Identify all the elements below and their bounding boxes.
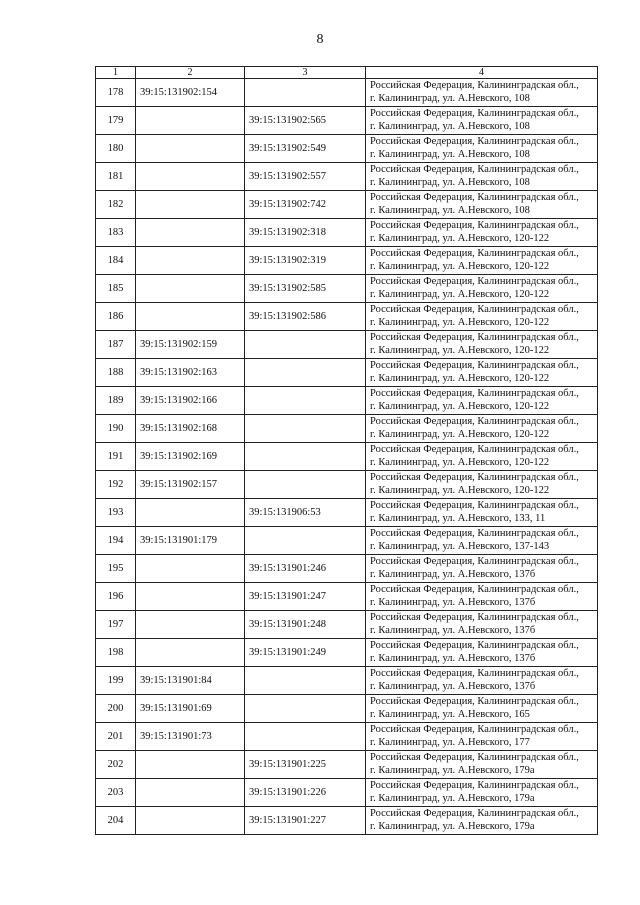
cadastral-number-cell: 39:15:131902:549 xyxy=(245,135,366,163)
cadastral-number-cell: 39:15:131901:179 xyxy=(136,527,245,555)
table-row xyxy=(96,387,598,415)
table-row xyxy=(96,751,598,779)
address-cell xyxy=(366,275,598,303)
cadastral-number-cell: 39:15:131902:168 xyxy=(136,415,245,443)
address-cell xyxy=(366,527,598,555)
address-line-2: г. Калининград, ул. А.Невского, 120-122 xyxy=(370,316,550,328)
address-line-2: г. Калининград, ул. А.Невского, 120-122 xyxy=(370,484,550,496)
column-header-4: 4 xyxy=(366,67,598,79)
row-number-cell: 184 xyxy=(96,247,136,275)
address-cell xyxy=(366,163,598,191)
cadastral-number-cell: 39:15:131902:742 xyxy=(245,191,366,219)
row-number-cell: 188 xyxy=(96,359,136,387)
row-number-cell: 202 xyxy=(96,751,136,779)
table-row xyxy=(96,667,598,695)
table-row xyxy=(96,779,598,807)
address-line-1: Российская Федерация, Калининградская обл., xyxy=(370,500,579,511)
row-number-cell: 199 xyxy=(96,667,136,695)
cadastral-number-cell: 39:15:131902:318 xyxy=(245,219,366,247)
cadastral-number-cell xyxy=(245,723,366,751)
address-line-1: Российская Федерация, Калининградская обл., xyxy=(370,724,579,735)
address-line-1: Российская Федерация, Калининградская обл., xyxy=(370,612,579,623)
cadastral-number-cell: 39:15:131902:557 xyxy=(245,163,366,191)
address-cell xyxy=(366,667,598,695)
cadastral-number-cell: 39:15:131902:159 xyxy=(136,331,245,359)
table-row xyxy=(96,191,598,219)
cadastral-number-cell xyxy=(245,415,366,443)
address-cell xyxy=(366,247,598,275)
row-number-cell: 187 xyxy=(96,331,136,359)
address-line-1: Российская Федерация, Калининградская обл., xyxy=(370,416,579,427)
row-number-cell: 196 xyxy=(96,583,136,611)
row-number-cell: 185 xyxy=(96,275,136,303)
table-row xyxy=(96,499,598,527)
table-row xyxy=(96,583,598,611)
cadastral-number-cell: 39:15:131902:585 xyxy=(245,275,366,303)
cadastral-number-cell: 39:15:131901:84 xyxy=(136,667,245,695)
cadastral-number-cell: 39:15:131901:69 xyxy=(136,695,245,723)
address-line-1: Российская Федерация, Калининградская обл., xyxy=(370,136,579,147)
address-line-1: Российская Федерация, Калининградская обл., xyxy=(370,668,579,679)
row-number-cell: 195 xyxy=(96,555,136,583)
address-line-2: г. Калининград, ул. А.Невского, 133, 11 xyxy=(370,512,546,524)
row-number-cell: 204 xyxy=(96,807,136,835)
cadastral-number-cell: 39:15:131901:248 xyxy=(245,611,366,639)
row-number-cell: 190 xyxy=(96,415,136,443)
row-number-cell: 180 xyxy=(96,135,136,163)
address-line-2: г. Калининград, ул. А.Невского, 108 xyxy=(370,92,530,104)
cadastral-number-cell xyxy=(136,751,245,779)
cadastral-number-cell xyxy=(136,247,245,275)
address-line-2: г. Калининград, ул. А.Невского, 120-122 xyxy=(370,288,550,300)
cadastral-number-cell xyxy=(136,779,245,807)
row-number-cell: 200 xyxy=(96,695,136,723)
address-line-1: Российская Федерация, Калининградская обл., xyxy=(370,304,579,315)
cadastral-number-cell xyxy=(136,303,245,331)
address-cell xyxy=(366,443,598,471)
row-number-cell: 178 xyxy=(96,79,136,107)
table-row xyxy=(96,639,598,667)
address-cell xyxy=(366,79,598,107)
address-cell xyxy=(366,751,598,779)
address-line-1: Российская Федерация, Калининградская обл., xyxy=(370,108,579,119)
table-row xyxy=(96,611,598,639)
address-cell xyxy=(366,415,598,443)
cadastral-number-cell xyxy=(245,387,366,415)
address-cell xyxy=(366,555,598,583)
address-line-2: г. Калининград, ул. А.Невского, 137б xyxy=(370,680,536,692)
cadastral-number-cell xyxy=(136,499,245,527)
row-number-cell: 182 xyxy=(96,191,136,219)
table-row xyxy=(96,527,598,555)
cadastral-number-cell: 39:15:131902:166 xyxy=(136,387,245,415)
cadastral-number-cell xyxy=(136,107,245,135)
address-line-2: г. Калининград, ул. А.Невского, 179а xyxy=(370,820,535,832)
table-row xyxy=(96,107,598,135)
cadastral-number-cell xyxy=(245,331,366,359)
address-cell xyxy=(366,359,598,387)
cadastral-number-cell: 39:15:131906:53 xyxy=(245,499,366,527)
cadastral-number-cell: 39:15:131901:225 xyxy=(245,751,366,779)
address-line-2: г. Калининград, ул. А.Невского, 120-122 xyxy=(370,372,550,384)
table-row xyxy=(96,723,598,751)
cadastral-number-cell xyxy=(136,807,245,835)
address-line-1: Российская Федерация, Калининградская обл., xyxy=(370,444,579,455)
cadastral-number-cell: 39:15:131902:586 xyxy=(245,303,366,331)
address-cell xyxy=(366,471,598,499)
cadastral-number-cell xyxy=(136,191,245,219)
table-row xyxy=(96,555,598,583)
address-line-2: г. Калининград, ул. А.Невского, 120-122 xyxy=(370,400,550,412)
address-line-2: г. Калининград, ул. А.Невского, 108 xyxy=(370,148,530,160)
cadastral-number-cell: 39:15:131902:163 xyxy=(136,359,245,387)
cadastral-number-cell: 39:15:131902:319 xyxy=(245,247,366,275)
table-row xyxy=(96,443,598,471)
cadastral-number-cell: 39:15:131901:226 xyxy=(245,779,366,807)
table-row xyxy=(96,471,598,499)
address-line-1: Российская Федерация, Калининградская обл., xyxy=(370,752,579,763)
column-header-3: 3 xyxy=(245,67,366,79)
address-line-2: г. Калининград, ул. А.Невского, 137б xyxy=(370,568,536,580)
address-cell xyxy=(366,191,598,219)
row-number-cell: 186 xyxy=(96,303,136,331)
cadastral-number-cell: 39:15:131901:247 xyxy=(245,583,366,611)
cadastral-number-cell: 39:15:131901:246 xyxy=(245,555,366,583)
cadastral-number-cell xyxy=(245,667,366,695)
address-line-1: Российская Федерация, Калининградская обл., xyxy=(370,164,579,175)
cadastral-number-cell xyxy=(136,219,245,247)
cadastral-number-cell: 39:15:131902:169 xyxy=(136,443,245,471)
address-line-2: г. Калининград, ул. А.Невского, 179а xyxy=(370,764,535,776)
table-row xyxy=(96,275,598,303)
address-line-1: Российская Федерация, Калининградская обл., xyxy=(370,696,579,707)
table-row xyxy=(96,807,598,835)
row-number-cell: 183 xyxy=(96,219,136,247)
address-line-2: г. Калининград, ул. А.Невского, 108 xyxy=(370,176,530,188)
table-row xyxy=(96,163,598,191)
address-line-2: г. Калининград, ул. А.Невского, 137б xyxy=(370,624,536,636)
address-line-2: г. Калининград, ул. А.Невского, 137-143 xyxy=(370,540,550,552)
address-line-2: г. Калининград, ул. А.Невского, 177 xyxy=(370,736,530,748)
table-row xyxy=(96,331,598,359)
address-cell xyxy=(366,807,598,835)
address-cell xyxy=(366,723,598,751)
address-line-2: г. Калининград, ул. А.Невского, 120-122 xyxy=(370,456,550,468)
cadastral-number-cell xyxy=(136,275,245,303)
table-row xyxy=(96,79,598,107)
header-row xyxy=(96,67,598,79)
address-cell xyxy=(366,695,598,723)
row-number-cell: 197 xyxy=(96,611,136,639)
address-line-1: Российская Федерация, Калининградская обл., xyxy=(370,472,579,483)
table-row xyxy=(96,219,598,247)
address-line-2: г. Калининград, ул. А.Невского, 137б xyxy=(370,652,536,664)
cadastral-number-cell: 39:15:131901:227 xyxy=(245,807,366,835)
table-row xyxy=(96,415,598,443)
address-line-1: Российская Федерация, Калининградская обл., xyxy=(370,220,579,231)
cadastral-number-cell xyxy=(245,359,366,387)
row-number-cell: 193 xyxy=(96,499,136,527)
address-cell xyxy=(366,135,598,163)
address-cell xyxy=(366,107,598,135)
address-line-1: Российская Федерация, Калининградская обл., xyxy=(370,192,579,203)
address-line-2: г. Калининград, ул. А.Невского, 137б xyxy=(370,596,536,608)
cadastral-number-cell: 39:15:131902:154 xyxy=(136,79,245,107)
cadastral-number-cell: 39:15:131902:565 xyxy=(245,107,366,135)
address-line-2: г. Калининград, ул. А.Невского, 120-122 xyxy=(370,428,550,440)
address-cell xyxy=(366,779,598,807)
address-line-1: Российская Федерация, Калининградская обл., xyxy=(370,248,579,259)
address-line-1: Российская Федерация, Калининградская обл., xyxy=(370,556,579,567)
address-cell xyxy=(366,611,598,639)
row-number-cell: 179 xyxy=(96,107,136,135)
address-cell xyxy=(366,499,598,527)
row-number-cell: 181 xyxy=(96,163,136,191)
address-line-2: г. Калининград, ул. А.Невского, 179а xyxy=(370,792,535,804)
address-line-1: Российская Федерация, Калининградская обл., xyxy=(370,80,579,91)
cadastral-number-cell xyxy=(245,527,366,555)
address-line-2: г. Калининград, ул. А.Невского, 108 xyxy=(370,204,530,216)
address-line-1: Российская Федерация, Калининградская обл., xyxy=(370,640,579,651)
address-line-1: Российская Федерация, Калининградская обл., xyxy=(370,528,579,539)
registry-table xyxy=(95,66,598,835)
column-header-2: 2 xyxy=(136,67,245,79)
address-cell xyxy=(366,331,598,359)
cadastral-number-cell xyxy=(245,79,366,107)
cadastral-number-cell: 39:15:131902:157 xyxy=(136,471,245,499)
address-cell xyxy=(366,583,598,611)
address-line-1: Российская Федерация, Калининградская обл., xyxy=(370,332,579,343)
row-number-cell: 201 xyxy=(96,723,136,751)
address-line-1: Российская Федерация, Калининградская обл., xyxy=(370,808,579,819)
address-cell xyxy=(366,303,598,331)
table-row xyxy=(96,247,598,275)
cadastral-number-cell xyxy=(136,163,245,191)
address-cell xyxy=(366,387,598,415)
cadastral-number-cell: 39:15:131901:73 xyxy=(136,723,245,751)
address-line-1: Российская Федерация, Калининградская обл., xyxy=(370,276,579,287)
row-number-cell: 203 xyxy=(96,779,136,807)
cadastral-number-cell xyxy=(245,471,366,499)
table-row xyxy=(96,359,598,387)
page-number: 8 xyxy=(316,32,324,47)
address-cell xyxy=(366,639,598,667)
row-number-cell: 198 xyxy=(96,639,136,667)
row-number-cell: 192 xyxy=(96,471,136,499)
row-number-cell: 191 xyxy=(96,443,136,471)
cadastral-number-cell xyxy=(245,695,366,723)
row-number-cell: 189 xyxy=(96,387,136,415)
cadastral-number-cell xyxy=(136,611,245,639)
address-line-1: Российская Федерация, Калининградская обл., xyxy=(370,388,579,399)
column-header-1: 1 xyxy=(96,67,136,79)
address-line-1: Российская Федерация, Калининградская обл., xyxy=(370,780,579,791)
table-row xyxy=(96,303,598,331)
cadastral-number-cell xyxy=(136,135,245,163)
address-line-2: г. Калининград, ул. А.Невского, 120-122 xyxy=(370,344,550,356)
address-line-1: Российская Федерация, Калининградская обл., xyxy=(370,360,579,371)
cadastral-number-cell xyxy=(136,639,245,667)
row-number-cell: 194 xyxy=(96,527,136,555)
address-line-1: Российская Федерация, Калининградская обл., xyxy=(370,584,579,595)
cadastral-number-cell: 39:15:131901:249 xyxy=(245,639,366,667)
table-row xyxy=(96,695,598,723)
table-row xyxy=(96,135,598,163)
table-body xyxy=(96,79,598,835)
address-line-2: г. Калининград, ул. А.Невского, 120-122 xyxy=(370,260,550,272)
address-cell xyxy=(366,219,598,247)
address-line-2: г. Калининград, ул. А.Невского, 120-122 xyxy=(370,232,550,244)
address-line-2: г. Калининград, ул. А.Невского, 165 xyxy=(370,708,530,720)
cadastral-number-cell xyxy=(136,583,245,611)
cadastral-number-cell xyxy=(136,555,245,583)
cadastral-number-cell xyxy=(245,443,366,471)
address-line-2: г. Калининград, ул. А.Невского, 108 xyxy=(370,120,530,132)
